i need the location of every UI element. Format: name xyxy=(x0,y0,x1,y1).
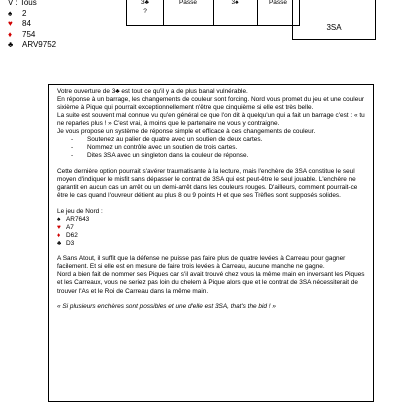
north-diamonds-cards: D62 xyxy=(66,231,78,239)
hand-spades xyxy=(8,9,56,20)
paragraph: Nord a bien fait de nommer ses Piques car s'il avait trouvé chez vous la même main en inversant les Piques et les Carreaux, vous ne seriez pas loin du chelem à Pique alors que et le contrat de 3SA nécessiterait de trouver l'As et le Roi de Carreau dans la même main. xyxy=(57,271,365,295)
hand-diamonds-cards: 754 xyxy=(22,29,36,39)
north-hearts xyxy=(57,224,365,232)
north-hand xyxy=(57,216,365,248)
hand-hearts-cards: 84 xyxy=(22,19,31,29)
vulnerability-label: V : Tous xyxy=(8,0,37,7)
bullet-text: Dites 3SA avec un singleton dans la couleur de réponse. xyxy=(87,152,249,160)
auction-table xyxy=(126,0,300,26)
hand-diagram xyxy=(8,0,56,51)
spade-icon: ♠ xyxy=(57,215,61,223)
north-clubs-cards: D3 xyxy=(66,239,75,247)
auction-bid: 3♠ xyxy=(231,0,239,6)
hand-clubs xyxy=(8,40,56,51)
diamond-icon: ♦ xyxy=(8,29,13,39)
hand-clubs-cards: ARV9752 xyxy=(22,40,57,50)
paragraph: Je vous propose un système de réponse simple et efficace à ces changements de couleur. xyxy=(57,128,316,136)
result-contract: 3SA xyxy=(326,23,342,32)
club-icon: ♣ xyxy=(8,40,14,50)
auction-bid: Passe xyxy=(268,0,288,6)
club-icon: ♣ xyxy=(57,239,62,247)
hand-hearts xyxy=(8,19,56,30)
spade-icon: ♠ xyxy=(8,8,13,18)
closing-quote: « Si plusieurs enchères sont possibles et une d'elle est 3SA, that's the bid ! » xyxy=(57,303,276,311)
paragraph: Cette dernière option pourrait s'avérer traumatisante à la lecture, mais l'enchère de 3SA constitue le seul moyen d'indiquer le misfit sans dépasser le contrat de 3SA qui est peut-être le seul jouable. L'enchère ne garantit en aucun cas un arrêt ou un demi-arrêt dans les couleurs rouges. D'ailleurs, comment pourrait-ce être le cas quand l'ouvreur détient au plus 8 ou 9 points H et que ses Trèfles sont supposés solides. xyxy=(57,167,358,200)
bullet-text: Nommez un contrôle avec un soutien de trois cartes. xyxy=(87,144,238,152)
auction-bid: ? xyxy=(143,8,147,15)
article-box xyxy=(48,84,374,402)
north-spades-cards: AR7643 xyxy=(66,215,90,223)
north-diamonds xyxy=(57,232,365,240)
list-item: - Nommez un contrôle avec un soutien de trois cartes. xyxy=(71,144,238,152)
heart-icon: ♥ xyxy=(8,19,13,29)
result-box xyxy=(292,0,376,40)
paragraph: En réponse à un barrage, les changements de couleur sont forcing. Nord vous promet du jeu et une couleur sixième à Pique qui pourrait exceptionnellement n'être que cinquième si elle est très belle. xyxy=(57,96,365,112)
deal-title: Le jeu de Nord : xyxy=(57,207,103,215)
hand-diamonds xyxy=(8,30,56,41)
auction-bid: 3♣ xyxy=(141,0,149,6)
bullet-text: Soutenez au palier de quatre avec un soutien de deux cartes. xyxy=(87,136,263,144)
list-item: - Dites 3SA avec un singleton dans la couleur de réponse. xyxy=(71,152,249,160)
auction-bid: Passe xyxy=(178,0,198,6)
paragraph: La suite est souvent mal connue vu qu'en général ce que l'on dit à quelqu'un qui a fait un barrage c'est : « tu ne reparles plus ! » C'est vrai, à moins que le partenaire ne vous y contraigne. xyxy=(57,112,365,128)
heart-icon: ♥ xyxy=(57,223,61,231)
north-spades xyxy=(57,216,365,224)
diamond-icon: ♦ xyxy=(57,231,61,239)
paragraph: A Sans Atout, il suffit que la défense ne puisse pas faire plus de quatre levées à Carreau pour gagner facilement. Et si elle est en mesure de faire trois levées à Carreau, aucune manche ne gagne. xyxy=(57,255,346,271)
paragraph: Votre ouverture de 3♣ est tout ce qu'il y a de plus banal vulnérable. xyxy=(57,88,248,95)
north-hearts-cards: A7 xyxy=(66,223,74,231)
north-clubs xyxy=(57,240,365,248)
list-item: - Soutenez au palier de quatre avec un soutien de deux cartes. xyxy=(71,136,263,144)
hand-spades-cards: 2 xyxy=(22,8,27,18)
